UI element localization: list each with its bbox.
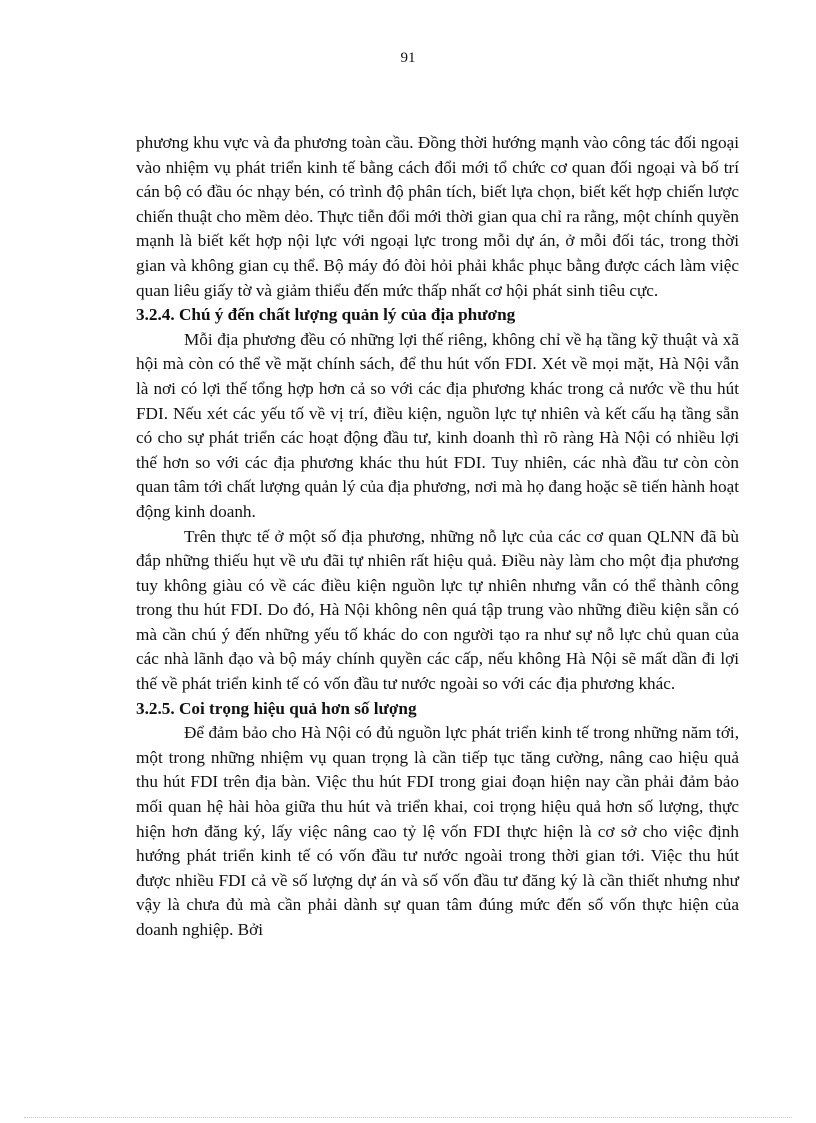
page-bottom-divider bbox=[24, 1117, 792, 1118]
paragraph-continuation: phương khu vực và đa phương toàn cầu. Đồng thời hướng mạnh vào công tác đối ngoại vào nhiệm vụ phát triển kinh tế bằng cách đổi mới tổ chức cơ quan đối ngoại và bố trí cán bộ có đầu óc nhạy bén, có trình độ phân tích, biết lựa chọn, biết kết hợp chiến lược chiến thuật cho mềm dẻo. Thực tiễn đổi mới thời gian qua chỉ ra rằng, một chính quyền mạnh là biết kết hợp nội lực với ngoại lực trong mỗi dự án, ở mỗi đối tác, trong thời gian và không gian cụ thể. Bộ máy đó đòi hỏi phải khắc phục bằng được cách làm việc quan liêu giấy tờ và giảm thiểu đến mức thấp nhất cơ hội phát sinh tiêu cực. bbox=[136, 133, 739, 300]
paragraph-local-advantages: Mỗi địa phương đều có những lợi thế riêng, không chỉ về hạ tầng kỹ thuật và xã hội mà còn có thể về mặt chính sách, để thu hút vốn FDI. Xét về mọi mặt, Hà Nội vẫn là nơi có lợi thế tổng hợp hơn cả so với các địa phương khác trong cả nước về thu hút FDI. Nếu xét các yếu tố về vị trí, điều kiện, nguồn lực tự nhiên và kết cấu hạ tầng sẵn có cho sự phát triển các hoạt động đầu tư, kinh doanh thì rõ ràng Hà Nội có nhiều lợi thế hơn so với các địa phương khác thu hút FDI. Tuy nhiên, các nhà đầu tư còn còn quan tâm tới chất lượng quản lý của địa phương, nơi mà họ đang hoặc sẽ tiến hành hoạt động kinh doanh. bbox=[136, 329, 739, 521]
page-number: 91 bbox=[400, 50, 416, 66]
paragraph-efficiency-over-quantity: Để đảm bảo cho Hà Nội có đủ nguồn lực phát triển kinh tế trong những năm tới, một trong những nhiệm vụ quan trọng là cần tiếp tục tăng cường, nâng cao hiệu quả thu hút FDI trên địa bàn. Việc thu hút FDI trong giai đoạn hiện nay cần phải đảm bảo mối quan hệ hài hòa giữa thu hút và triển khai, coi trọng hiệu quả hơn số lượng, thực hiện hơn đăng ký, lấy việc nâng cao tỷ lệ vốn FDI thực hiện là cơ sở cho việc định hướng phát triển kinh tế có vốn đầu tư nước ngoài trong thời gian tới. Việc thu hút được nhiều FDI cả về số lượng dự án và số vốn đầu tư đăng ký là cần thiết nhưng như vậy là chưa đủ mà cần phải dành sự quan tâm đúng mức đến số vốn thực hiện của doanh nghiệp. Bởi bbox=[136, 723, 739, 939]
section-heading-3-2-5: 3.2.5. Coi trọng hiệu quả hơn số lượng bbox=[136, 698, 417, 718]
section-heading-3-2-4: 3.2.4. Chú ý đến chất lượng quản lý của địa phương bbox=[136, 305, 516, 325]
paragraph-management-efforts: Trên thực tế ở một số địa phương, những nỗ lực của các cơ quan QLNN đã bù đắp những thiếu hụt về ưu đãi tự nhiên rất hiệu quả. Điều này làm cho một địa phương tuy không giàu có về các điều kiện nguồn lực tự nhiên nhưng vẫn có thể thành công trong thu hút FDI. Do đó, Hà Nội không nên quá tập trung vào những điều kiện sẵn có mà cần chú ý đến những yếu tố khác do con người tạo ra như sự nỗ lực chủ quan của các nhà lãnh đạo và bộ máy chính quyền các cấp, nếu không Hà Nội sẽ mất dần đi lợi thế về phát triển kinh tế có vốn đầu tư nước ngoài so với các địa phương khác. bbox=[136, 526, 739, 694]
document-body bbox=[136, 131, 739, 943]
